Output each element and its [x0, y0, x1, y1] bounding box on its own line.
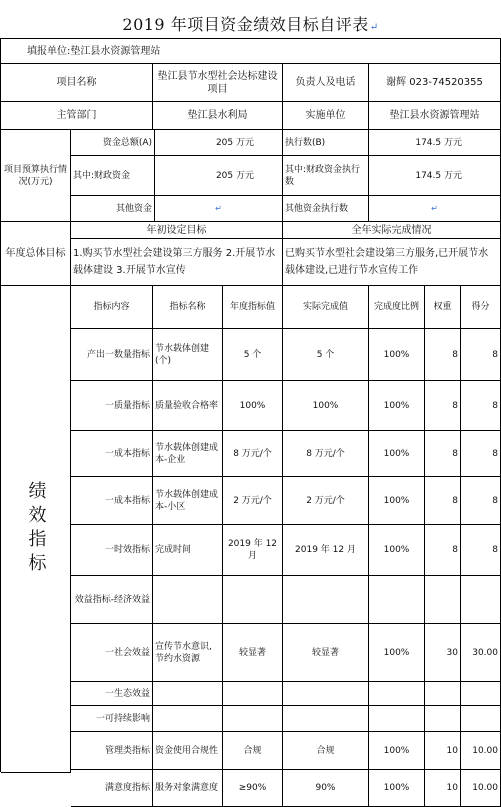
project-name-value: 垫江县节水型社会达标建设项目 [153, 64, 283, 102]
row-4-completion-rate [369, 477, 425, 525]
cell-text: 100% [383, 448, 410, 459]
header-label: 指标内容 [93, 302, 130, 312]
row-9-completion-rate [369, 706, 425, 732]
cell-text: 100% [383, 783, 410, 793]
cell-text: 8 [492, 448, 498, 459]
row-3-actual-value [283, 431, 369, 477]
row-4-score [461, 477, 501, 525]
row-11-target-value [223, 770, 283, 807]
cell-text: 10.00 [472, 783, 498, 793]
cell-text: 资金使用合规性 [155, 745, 219, 756]
row-8-actual-value [283, 682, 369, 706]
cell-text: 100% [383, 349, 410, 360]
row-8-completion-rate [369, 682, 425, 706]
cell-text: 一生态效益 [104, 688, 150, 699]
row-7-indicator-category [71, 624, 153, 682]
row-8-score [461, 682, 501, 706]
row-10-indicator-name [153, 732, 223, 770]
project-name-label: 项目名称 [1, 64, 153, 102]
row-5-score [461, 525, 501, 576]
cell-text: 节水载体创建成本-企业 [155, 442, 219, 465]
cell-text: 宣传节水意识,节约水资源 [155, 641, 212, 664]
row-7-score [461, 624, 501, 682]
row-1-indicator-name [153, 329, 223, 381]
cell-text: 完成时间 [155, 545, 192, 555]
row-3-weight [425, 431, 461, 477]
row-2-score [461, 381, 501, 431]
budget-other-exec-label: 其他资金执行数 [283, 196, 369, 222]
contact-label: 负责人及电话 [283, 64, 369, 102]
row-5-target-value [223, 525, 283, 576]
cell-text: 满意度指标 [104, 783, 150, 793]
cell-text: 5 个 [316, 349, 335, 360]
cell-text: 100% [383, 745, 410, 756]
cell-text: 一时效指标 [104, 545, 150, 555]
header-weight [425, 286, 461, 329]
cell-text: 100% [312, 400, 339, 411]
row-7-weight [425, 624, 461, 682]
header-score [461, 286, 501, 329]
cell-text: 产出一数量指标 [86, 349, 150, 360]
cell-text: 节水载体创建(个) [155, 343, 210, 366]
row-4-weight [425, 477, 461, 525]
row-9-weight [425, 706, 461, 732]
goal-section-label: 年度总体目标 [1, 222, 71, 286]
row-6-indicator-name [153, 576, 223, 624]
cell-text: 2019 年 12 月 [295, 545, 356, 555]
cell-text: 10.00 [472, 745, 498, 756]
page-title: 2019 年项目资金绩效目标自评表↵ [122, 15, 379, 34]
goal-set-text: 1.购买节水型社会建设第三方服务 2.开展节水载体建设 3.开展节水宣传 [71, 239, 283, 286]
header-label: 权重 [433, 302, 452, 312]
cell-text: 30 [446, 647, 458, 658]
cell-text: 100% [239, 400, 266, 411]
budget-fiscal-label: 其中:财政资金 [71, 156, 155, 196]
goal-done-text: 已购买节水型社会建设第三方服务,已开展节水载体建设,已进行节水宣传工作 [283, 239, 501, 286]
evaluation-table [0, 38, 501, 793]
row-2-weight [425, 381, 461, 431]
perf-section-label: 绩效指标 [1, 286, 71, 773]
row-11-weight [425, 770, 461, 807]
cell-text: 10 [446, 745, 458, 756]
row-2-indicator-category [71, 381, 153, 431]
cell-text: 合规 [316, 745, 335, 756]
budget-other-value: ↵ [155, 196, 283, 222]
row-7-completion-rate [369, 624, 425, 682]
cell-text: 较显著 [311, 647, 339, 658]
row-1-actual-value [283, 329, 369, 381]
row-7-actual-value [283, 624, 369, 682]
cell-text: 8 万元/个 [306, 448, 345, 459]
budget-fiscal-exec-label: 其中:财政资金执行数 [283, 156, 369, 196]
cell-text: 8 [492, 349, 498, 360]
cell-text: 100% [383, 400, 410, 411]
row-5-indicator-name [153, 525, 223, 576]
cell-text: 效益指标-经济效益 [74, 594, 150, 605]
row-6-completion-rate [369, 576, 425, 624]
row-5-indicator-category [71, 525, 153, 576]
header-label: 实际完成值 [302, 302, 348, 312]
row-8-target-value [223, 682, 283, 706]
row-6-target-value [223, 576, 283, 624]
header-indicator-name [153, 286, 223, 329]
row-3-indicator-category [71, 431, 153, 477]
row-9-score [461, 706, 501, 732]
cell-text: 90% [315, 783, 336, 793]
dept-value: 垫江县水利局 [153, 102, 283, 130]
impl-label: 实施单位 [283, 102, 369, 130]
cell-text: 5 个 [243, 349, 262, 360]
row-10-target-value [223, 732, 283, 770]
row-9-indicator-category [71, 706, 153, 732]
row-11-completion-rate [369, 770, 425, 807]
header-label: 指标名称 [169, 302, 206, 312]
cell-text: 一成本指标 [104, 495, 150, 506]
budget-fiscal-value: 205 万元 [155, 156, 283, 196]
row-10-weight [425, 732, 461, 770]
budget-exec-label: 执行数(B) [283, 130, 369, 156]
header-completion-rate [369, 286, 425, 329]
budget-section-label: 项目预算执行情况(万元) [1, 130, 71, 222]
row-6-actual-value [283, 576, 369, 624]
row-4-indicator-name [153, 477, 223, 525]
budget-fiscal-exec-value: 174.5 万元 [369, 156, 501, 196]
cell-text: 一成本指标 [104, 448, 150, 459]
row-11-score [461, 770, 501, 807]
row-1-target-value [223, 329, 283, 381]
filler-label: 填报单位:垫江县水资源管理站 [1, 39, 501, 64]
row-3-score [461, 431, 501, 477]
goal-done-label: 全年实际完成情况 [283, 222, 501, 239]
row-10-score [461, 732, 501, 770]
row-1-score [461, 329, 501, 381]
row-4-indicator-category [71, 477, 153, 525]
cell-text: ≥90% [238, 783, 267, 793]
row-11-actual-value [283, 770, 369, 807]
row-10-indicator-category [71, 732, 153, 770]
budget-exec-value: 174.5 万元 [369, 130, 501, 156]
cell-text: 8 [452, 400, 458, 411]
cell-text: 10 [446, 783, 458, 793]
cell-text: 8 [452, 495, 458, 506]
row-2-indicator-name [153, 381, 223, 431]
row-7-indicator-name [153, 624, 223, 682]
cell-text: 100% [383, 495, 410, 506]
row-10-completion-rate [369, 732, 425, 770]
cell-text: 8 [492, 400, 498, 411]
cell-text: 8 [452, 448, 458, 459]
row-5-completion-rate [369, 525, 425, 576]
row-3-completion-rate [369, 431, 425, 477]
row-7-target-value [223, 624, 283, 682]
cell-text: 100% [383, 545, 410, 555]
row-8-indicator-category [71, 682, 153, 706]
cell-text: 服务对象满意度 [155, 783, 219, 793]
header-label: 得分 [471, 302, 490, 312]
cell-text: 一社会效益 [104, 647, 150, 658]
row-4-target-value [223, 477, 283, 525]
row-3-indicator-name [153, 431, 223, 477]
row-11-indicator-category [71, 770, 153, 807]
row-8-weight [425, 682, 461, 706]
cell-text: 较显著 [238, 647, 266, 658]
cell-text: 质量验收合格率 [155, 400, 219, 411]
budget-other-exec-value: ↵ [369, 196, 501, 222]
cell-text: 8 [452, 545, 458, 555]
cell-text: 8 [492, 545, 498, 555]
row-3-target-value [223, 431, 283, 477]
cell-text: 节水载体创建成本-小区 [155, 489, 219, 512]
header-target-value [223, 286, 283, 329]
row-10-actual-value [283, 732, 369, 770]
row-9-target-value [223, 706, 283, 732]
row-8-indicator-name [153, 682, 223, 706]
row-2-actual-value [283, 381, 369, 431]
row-4-actual-value [283, 477, 369, 525]
row-9-indicator-name [153, 706, 223, 732]
cell-text: 2019 年 12 月 [227, 539, 278, 561]
row-5-weight [425, 525, 461, 576]
row-6-indicator-category [71, 576, 153, 624]
row-6-weight [425, 576, 461, 624]
cell-text: 8 [452, 349, 458, 360]
row-5-actual-value [283, 525, 369, 576]
row-1-completion-rate [369, 329, 425, 381]
row-11-indicator-name [153, 770, 223, 807]
header-actual-value [283, 286, 369, 329]
row-2-target-value [223, 381, 283, 431]
row-6-score [461, 576, 501, 624]
dept-label: 主管部门 [1, 102, 153, 130]
cell-text: 一可持续影响 [95, 713, 150, 724]
goal-set-label: 年初设定目标 [71, 222, 283, 239]
contact-value: 谢辉 023-74520355 [369, 64, 501, 102]
header-label: 年度指标值 [229, 302, 275, 312]
cell-text: 30.00 [472, 647, 498, 658]
row-1-weight [425, 329, 461, 381]
cell-text: 8 万元/个 [233, 448, 272, 459]
row-9-actual-value [283, 706, 369, 732]
header-label: 完成度比例 [373, 302, 419, 312]
budget-total-value: 205 万元 [155, 130, 283, 156]
budget-total-label: 资金总额(A) [71, 130, 155, 156]
budget-other-label: 其他资金 [71, 196, 155, 222]
impl-value: 垫江县水资源管理站 [369, 102, 501, 130]
cell-text: 8 [492, 495, 498, 506]
row-1-indicator-category [71, 329, 153, 381]
cell-text: 一质量指标 [104, 400, 150, 411]
cell-text: 100% [383, 647, 410, 658]
cell-text: 管理类指标 [104, 745, 150, 756]
cell-text: 2 万元/个 [306, 495, 345, 506]
row-2-completion-rate [369, 381, 425, 431]
header-indicator-category [71, 286, 153, 329]
cell-text: 2 万元/个 [233, 495, 272, 506]
cell-text: 合规 [243, 745, 262, 756]
